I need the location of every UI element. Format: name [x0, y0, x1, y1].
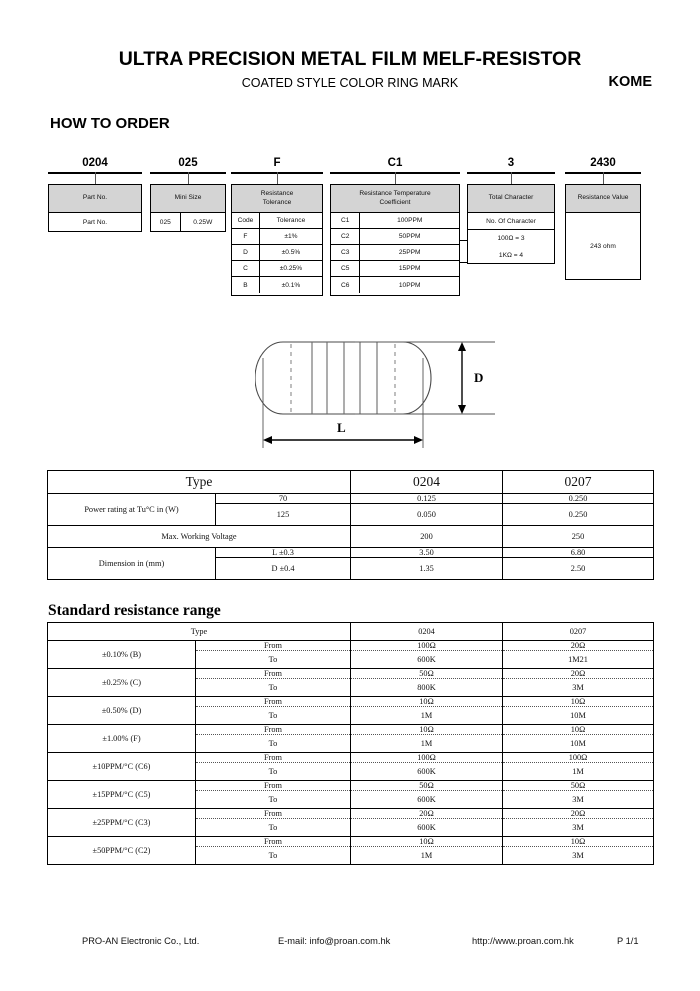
range-value-from-0207: 100Ω [503, 753, 654, 763]
range-label-from: From [196, 641, 351, 651]
tolerance-row-code: D [232, 245, 260, 260]
range-label-to: To [196, 651, 351, 669]
order-code-tolerance: F [273, 157, 281, 169]
table-row [48, 753, 654, 763]
range-label-from: From [196, 753, 351, 763]
total-character-row: 100Ω = 3 [497, 235, 525, 242]
range-value-to-0204: 800K [351, 679, 503, 697]
tolerance-header-line2: Tolerance [262, 198, 292, 206]
range-header-0204: 0204 [351, 623, 503, 641]
range-label-to: To [196, 847, 351, 865]
range-group-label: ±0.10% (B) [48, 641, 196, 669]
section-heading-how-to-order: HOW TO ORDER [50, 115, 170, 132]
tcr-row-value: 15PPM [398, 265, 421, 272]
brand-logo: KOME [608, 74, 652, 90]
order-box-total-character-header: Total Character [468, 185, 554, 213]
range-value-from-0207: 20Ω [503, 809, 654, 819]
range-value-from-0207: 20Ω [503, 641, 654, 651]
table-row-header [48, 623, 654, 641]
page-subtitle: COATED STYLE COLOR RING MARK [241, 76, 459, 90]
range-value-from-0207: 10Ω [503, 837, 654, 847]
order-mini-size-code: 025 [151, 213, 181, 232]
table-row [48, 641, 654, 651]
range-label-to: To [196, 679, 351, 697]
range-value-from-0204: 50Ω [351, 781, 503, 791]
range-value-to-0207: 10M [503, 707, 654, 725]
type-row-group-dimension: Dimension in (mm) [48, 548, 216, 580]
range-header-0207: 0207 [503, 623, 654, 641]
svg-text:L: L [337, 420, 346, 435]
range-value-from-0207: 20Ω [503, 669, 654, 679]
type-row-value-0204: 1.35 [351, 558, 503, 580]
tolerance-row-value: ±1% [284, 233, 298, 240]
range-value-from-0207: 10Ω [503, 697, 654, 707]
range-value-to-0204: 600K [351, 763, 503, 781]
range-label-to: To [196, 707, 351, 725]
tolerance-col-value: Tolerance [276, 217, 306, 224]
range-group-label: ±25PPM/°C (C3) [48, 809, 196, 837]
range-group-label: ±1.00% (F) [48, 725, 196, 753]
type-row-value-0204: 0.050 [351, 504, 503, 526]
range-group-label: ±0.25% (C) [48, 669, 196, 697]
range-value-to-0207: 1M21 [503, 651, 654, 669]
range-label-from: From [196, 669, 351, 679]
tolerance-row-code: F [232, 229, 260, 244]
footer-email: E-mail: info@proan.com.hk [278, 936, 391, 946]
order-box-tolerance-header [232, 185, 322, 213]
tolerance-row-code: B [232, 277, 260, 293]
range-value-from-0204: 10Ω [351, 697, 503, 707]
range-label-from: From [196, 725, 351, 735]
order-box-resistance-value-header: Resistance Value [566, 185, 640, 213]
range-group-label: ±15PPM/°C (C5) [48, 781, 196, 809]
order-box-total-character [467, 184, 555, 264]
range-value-to-0207: 3M [503, 819, 654, 837]
tcr-header-line2: Coefficient [379, 198, 411, 206]
tcr-row-value: 100PPM [397, 217, 423, 224]
table-row [48, 548, 654, 558]
tcr-row-code: C6 [331, 277, 360, 293]
type-table-header-0204: 0204 [351, 471, 503, 494]
range-label-to: To [196, 819, 351, 837]
range-value-to-0207: 1M [503, 763, 654, 781]
order-code-part-no: 0204 [82, 157, 108, 169]
range-label-from: From [196, 837, 351, 847]
range-group-label: ±50PPM/°C (C2) [48, 837, 196, 865]
range-header-type: Type [48, 623, 351, 641]
range-value-to-0204: 1M [351, 735, 503, 753]
tolerance-row-value: ±0.25% [279, 265, 303, 272]
order-box-tcr-header [331, 185, 459, 213]
table-row [48, 809, 654, 819]
range-label-from: From [196, 697, 351, 707]
order-box-mini-size [150, 184, 226, 232]
order-box-part-no [48, 184, 142, 232]
range-value-to-0204: 1M [351, 707, 503, 725]
range-value-from-0207: 50Ω [503, 781, 654, 791]
table-row [48, 669, 654, 679]
order-box-part-no-header: Part No. [49, 185, 141, 213]
order-connector-upper [460, 240, 467, 241]
range-group-label: ±10PPM/°C (C6) [48, 753, 196, 781]
type-row-group-max-working-voltage: Max. Working Voltage [48, 526, 351, 548]
table-row [48, 526, 654, 548]
range-value-from-0204: 50Ω [351, 669, 503, 679]
total-character-row: 1KΩ = 4 [498, 252, 524, 259]
type-row-value-0207: 2.50 [503, 558, 654, 580]
how-to-order-diagram [0, 0, 700, 310]
type-row-value-0207: 250 [503, 526, 654, 548]
resistor-dimension-figure [255, 330, 505, 460]
order-code-tcr: C1 [387, 157, 403, 169]
range-value-to-0204: 600K [351, 651, 503, 669]
type-specification-table [47, 470, 654, 580]
page-title: ULTRA PRECISION METAL FILM MELF-RESISTOR [118, 48, 582, 70]
order-code-resistance-value: 2430 [590, 157, 616, 169]
svg-text:D: D [474, 370, 484, 385]
type-row-group-power-rating: Power rating at Tu°C in (W) [48, 494, 216, 526]
range-value-from-0204: 20Ω [351, 809, 503, 819]
resistance-value-example: 243 ohm [590, 243, 616, 250]
range-label-from: From [196, 781, 351, 791]
standard-resistance-range-table [47, 622, 654, 865]
table-row [48, 494, 654, 504]
range-label-to: To [196, 763, 351, 781]
total-character-row: No. Of Character [486, 217, 536, 225]
tcr-row-code: C3 [331, 245, 360, 260]
tolerance-row-value: ±0.5% [281, 249, 301, 256]
range-label-to: To [196, 791, 351, 809]
type-row-value-0204: 200 [351, 526, 503, 548]
order-code-total-character: 3 [507, 157, 515, 169]
order-drop-4 [395, 172, 396, 184]
range-value-from-0204: 100Ω [351, 641, 503, 651]
tolerance-row-code: C [232, 261, 260, 276]
order-box-tolerance [231, 184, 323, 296]
table-row-header [48, 471, 654, 494]
table-row [48, 725, 654, 735]
order-drop-5 [511, 172, 512, 184]
order-code-mini-size: 025 [178, 157, 198, 169]
range-value-to-0204: 1M [351, 847, 503, 865]
tcr-row-code: C5 [331, 261, 360, 276]
footer-website: http://www.proan.com.hk [472, 936, 574, 946]
range-value-from-0207: 10Ω [503, 725, 654, 735]
range-value-to-0207: 3M [503, 679, 654, 697]
tolerance-row-value: ±0.1% [281, 281, 301, 289]
order-connector-lower [460, 262, 467, 263]
type-row-sub: D ±0.4 [216, 558, 351, 580]
tcr-row-value: 25PPM [398, 249, 421, 256]
footer-page-number: P 1/1 [617, 936, 639, 946]
range-value-to-0204: 600K [351, 819, 503, 837]
type-row-sub: L ±0.3 [216, 548, 351, 558]
range-label-from: From [196, 809, 351, 819]
order-drop-3 [277, 172, 278, 184]
range-value-from-0204: 10Ω [351, 837, 503, 847]
footer-company: PRO-AN Electronic Co., Ltd. [82, 936, 200, 946]
order-drop-6 [603, 172, 604, 184]
type-row-value-0207: 0.250 [503, 504, 654, 526]
tcr-row-value: 10PPM [398, 281, 421, 289]
type-row-value-0207: 0.250 [503, 494, 654, 504]
type-row-sub: 70 [216, 494, 351, 504]
range-value-from-0204: 10Ω [351, 725, 503, 735]
order-mini-size-power: 0.25W [193, 219, 213, 226]
tcr-row-code: C1 [331, 213, 360, 228]
type-row-sub: 125 [216, 504, 351, 526]
section-heading-standard-resistance-range: Standard resistance range [48, 602, 221, 619]
order-drop-2 [188, 172, 189, 184]
type-table-header-0207: 0207 [503, 471, 654, 494]
range-value-from-0204: 100Ω [351, 753, 503, 763]
range-value-to-0207: 3M [503, 791, 654, 809]
range-group-label: ±0.50% (D) [48, 697, 196, 725]
tcr-row-code: C2 [331, 229, 360, 244]
tcr-row-value: 50PPM [398, 233, 421, 240]
order-box-tcr [330, 184, 460, 296]
range-value-to-0204: 600K [351, 791, 503, 809]
table-row [48, 837, 654, 847]
order-drop-1 [95, 172, 96, 184]
type-row-value-0207: 6.80 [503, 548, 654, 558]
tolerance-header-line1: Resistance [260, 189, 294, 197]
range-label-to: To [196, 735, 351, 753]
type-row-value-0204: 3.50 [351, 548, 503, 558]
tolerance-col-code: Code [232, 213, 260, 228]
range-value-to-0207: 10M [503, 735, 654, 753]
type-table-header-type: Type [48, 471, 351, 494]
order-box-mini-size-header: Mini Size [151, 185, 225, 213]
order-box-resistance-value [565, 184, 641, 280]
tcr-header-line1: Resistance Temperature [359, 189, 431, 197]
order-box-part-no-value: Part No. [82, 219, 108, 226]
range-value-to-0207: 3M [503, 847, 654, 865]
type-row-value-0204: 0.125 [351, 494, 503, 504]
table-row [48, 697, 654, 707]
table-row [48, 781, 654, 791]
